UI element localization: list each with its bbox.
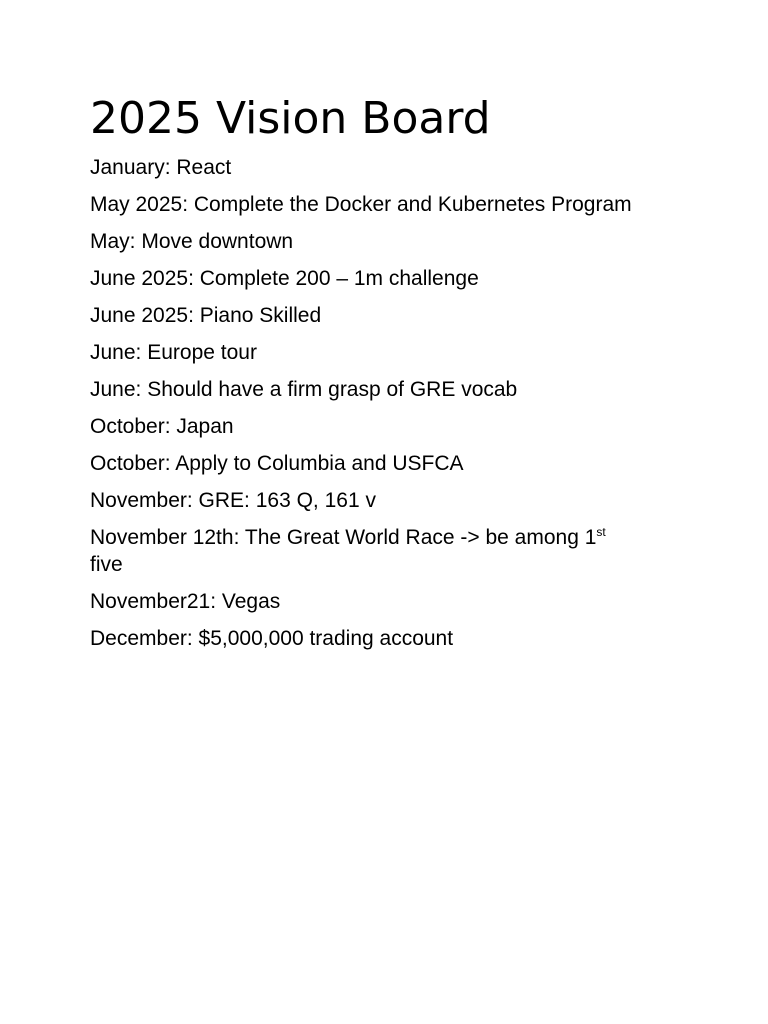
list-item-text: May: Move downtown	[90, 230, 294, 253]
list-item-text: June: Should have a firm grasp of GRE vocab	[90, 378, 518, 401]
list-item-text: June 2025: Complete 200 – 1m challenge	[90, 267, 479, 290]
ordinal-superscript: st	[596, 525, 606, 539]
list-item-continuation: five	[90, 553, 123, 576]
list-item	[90, 265, 690, 292]
vision-list	[90, 154, 690, 662]
list-item-text: November: GRE: 163 Q, 161 v	[90, 489, 376, 512]
list-item	[90, 228, 690, 255]
list-item	[90, 302, 690, 329]
list-item	[90, 339, 690, 366]
list-item	[90, 376, 690, 403]
list-item	[90, 588, 690, 615]
list-item-text: October: Japan	[90, 415, 234, 438]
list-item	[90, 413, 690, 440]
list-item-text: June: Europe tour	[90, 341, 257, 364]
list-item-text: October: Apply to Columbia and USFCA	[90, 452, 464, 475]
page-title: 2025 Vision Board	[90, 93, 491, 144]
list-item	[90, 625, 690, 652]
list-item-text: December: $5,000,000 trading account	[90, 627, 454, 650]
list-item-text: November21: Vegas	[90, 590, 281, 613]
list-item	[90, 191, 690, 218]
list-item	[90, 450, 690, 477]
list-item-text: November 12th: The Great World Race -> be among 1	[90, 526, 597, 549]
list-item	[90, 524, 690, 578]
list-item	[90, 154, 690, 181]
list-item	[90, 487, 690, 514]
list-item-text: January: React	[90, 156, 232, 179]
list-item-text: May 2025: Complete the Docker and Kubernetes Program	[90, 193, 632, 216]
list-item-text: June 2025: Piano Skilled	[90, 304, 322, 327]
